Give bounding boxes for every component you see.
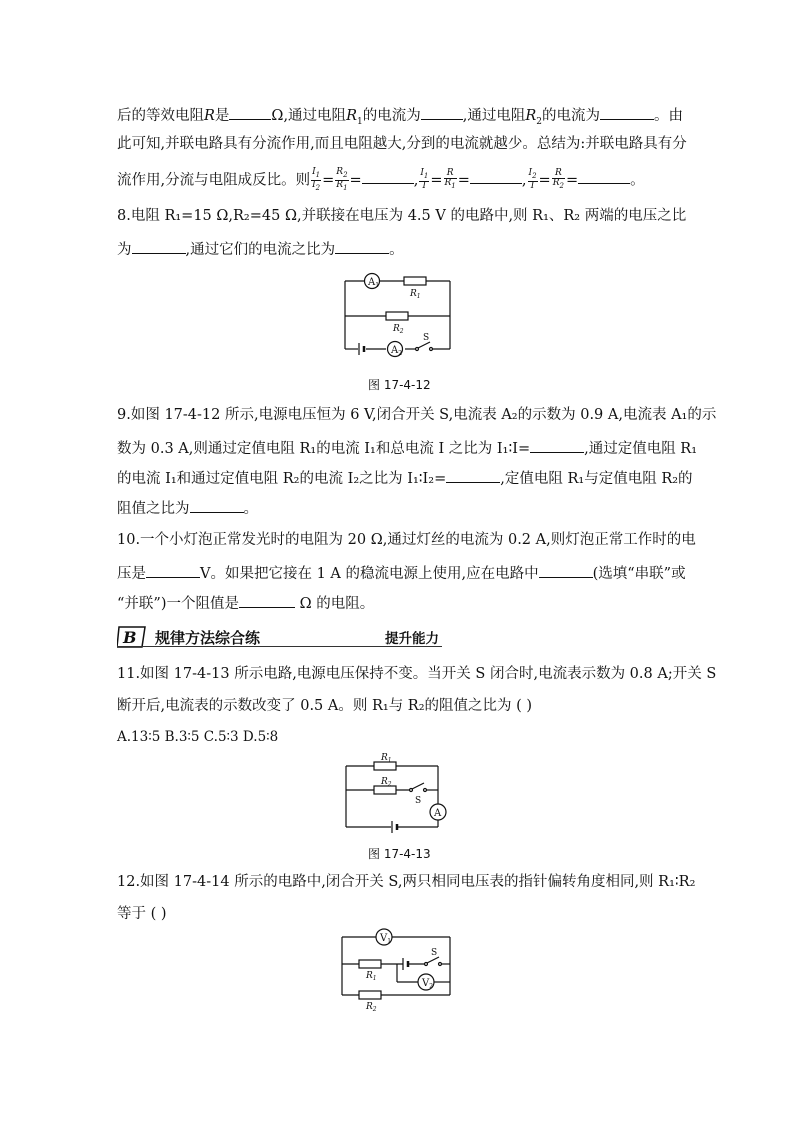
q11-text: 断开后,电流表的示数改变了 0.5 A。则 R₁与 R₂的阻值之比为 ( ) [117,698,533,714]
battery-icon [392,821,397,833]
q7-text: Ω,通过电阻 [271,108,347,124]
q7-text: 是 [214,108,230,124]
r2-sub: 2 [399,328,404,335]
q9-text: ,通过定值电阻 R₁ [584,441,698,457]
q8-line-1 [117,206,686,226]
answer-blank[interactable] [539,562,593,578]
q12-line-2 [117,904,167,924]
ammeter-a1-label: A [368,277,376,288]
q11-options [117,727,278,747]
figure-caption-17-4-12: 图 17-4-12 [368,378,431,392]
q8-line-2 [117,238,404,260]
q10-text: V。如果把它接在 1 A 的稳流电源上使用,应在电路中 [200,566,539,582]
switch-icon [416,342,433,351]
answer-blank[interactable] [530,437,584,453]
answer-blank[interactable] [229,104,271,120]
voltmeter-v2-sub: 2 [429,983,434,990]
section-header [117,626,442,648]
q7-text: 流作用,分流与电阻成反比。则 [117,172,311,189]
r2-label: R [393,324,400,334]
q7-line-3: 流作用,分流与电阻成反比。则 $\frac{I_1}{I_2}$ = $\frac{R_2}{R_1}$ = , $\frac{I_1}{I}$ = $\frac{R}{R_1}$ = , $\frac{I_2}{I}$ = $\frac{R}{R_2}$ = 。 [117,167,645,192]
q9-line-3 [117,467,693,489]
r2-sub: 2 [387,781,392,788]
voltmeter-v2-label: V [422,978,430,989]
q10-text: 10.一个小灯泡正常发光时的电阻为 20 Ω,通过灯丝的电流为 0.2 A,则灯泡正常工作时的电 [117,532,696,548]
switch-icon [410,783,427,792]
r1-sub: 1 [387,757,392,764]
answer-blank[interactable] [446,467,500,483]
q9-text: 9.如图 17-4-12 所示,电源电压恒为 6 V,闭合开关 S,电流表 A₂的示数为 0.9 A,电流表 A₁的示 [117,407,717,423]
ammeter-a2-label: A [391,345,399,356]
q7-text: 此可知,并联电路具有分流作用,而且电阻越大,分到的电流就越少。总结为:并联电路具有分 [117,136,687,152]
q9-text: 。 [243,501,258,517]
q10-line-1 [117,530,696,550]
q8-text: 。 [389,242,404,258]
r2-label: R [366,1002,373,1012]
q9-line-1 [117,405,716,425]
q7-text: 的电流为 [541,108,600,124]
answer-blank[interactable] [470,168,522,184]
svg-text:R2 [392,324,404,335]
q11-options-text: A.13∶5 B.3∶5 C.5∶3 D.5∶8 [117,729,279,745]
q7-line-2 [117,134,687,154]
q10-text: “并联”)一个阻值是 [117,596,239,612]
fraction: $\frac{I_1}{I}$ [420,168,429,192]
q7-line-1: 后的等效电阻R是 Ω,通过电阻$R_1$的电流为 ,通过电阻$R_2$的电流为 。由 [117,104,683,132]
q9-line-4 [117,497,258,519]
answer-blank[interactable] [190,497,244,513]
q9-text: 的电流 I₁和通过定值电阻 R₂的电流 I₂之比为 I₁∶I₂= [117,471,447,487]
q10-text: 压是 [117,566,146,582]
answer-blank[interactable] [421,104,463,120]
r2-label: R [381,777,388,787]
r1-sub: 1 [372,975,377,982]
fraction: $\frac{I_2}{I}$ [528,168,537,192]
q7-text: 的电流为 [362,108,421,124]
ammeter-label: A [434,808,442,819]
voltmeter-v1-label: V [380,933,388,944]
section-badge-icon [117,626,147,648]
q7-text: ,通过电阻 [462,108,526,124]
answer-blank[interactable] [239,592,295,608]
q9-text: 阻值之比为 [117,501,190,517]
q12-text: 12.如图 17-4-14 所示的电路中,闭合开关 S,两只相同电压表的指针偏转角度相同,则 R₁∶R₂ [117,874,696,890]
voltmeter-v1-sub: 1 [387,938,392,945]
circuit-diagram-17-4-14 [335,926,460,1016]
svg-text:R2 [380,777,392,788]
fraction: $\frac{R}{R_1}$ [444,168,456,191]
q7-text: 。 [630,172,645,189]
q8-text: 为 [117,242,132,258]
q9-line-2 [117,437,697,459]
resistor-r2 [359,991,381,999]
r1-label: R [410,289,417,299]
ammeter-a2-sub: 2 [398,350,403,357]
ammeter-a1-sub: 1 [375,282,380,289]
resistor-r1 [359,960,381,968]
q10-line-2 [117,562,686,584]
switch-label: S [423,333,430,343]
svg-text:R1 [409,289,421,300]
switch-label: S [415,796,422,806]
r1-label: R [366,971,373,981]
fraction: $\frac{R}{R_2}$ [552,168,564,191]
resistor-r1 [374,762,396,770]
switch-icon [425,957,442,966]
q10-line-3 [117,592,374,614]
q10-text: (选填“串联”或 [592,566,686,582]
answer-blank[interactable] [578,168,630,184]
q11-line-1 [117,664,716,684]
q7-text: 后的等效电阻 [117,108,204,124]
q9-text: 数为 0.3 A,则通过定值电阻 R₁的电流 I₁和总电流 I 之比为 I₁∶I= [117,441,531,457]
svg-text:R2 [365,1002,377,1013]
q12-text: 等于 ( ) [117,906,167,922]
section-rule [117,646,442,647]
q8-text: ,通过它们的电流之比为 [185,242,336,258]
switch-label: S [431,948,438,958]
q9-text: ,定值电阻 R₁与定值电阻 R₂的 [500,471,693,487]
r1-sub: 1 [416,293,421,300]
answer-blank[interactable] [132,238,186,254]
answer-blank[interactable] [362,168,414,184]
svg-text:R1 [380,753,392,764]
svg-text:R1 [365,971,377,982]
q11-line-2 [117,696,532,716]
section-subtitle: 提升能力 [385,631,439,647]
figure-caption-17-4-13: 图 17-4-13 [368,847,431,861]
circuit-diagram-17-4-13 [338,752,458,834]
q8-text: 8.电阻 R₁=15 Ω,R₂=45 Ω,并联接在电压为 4.5 V 的电路中,则 R₁、R₂ 两端的电压之比 [117,208,687,224]
q10-text: Ω 的电阻。 [294,596,375,612]
section-badge-letter: B [123,628,137,647]
answer-blank[interactable] [600,104,654,120]
circuit-diagram-17-4-12 [330,268,465,360]
answer-blank[interactable] [335,238,389,254]
fraction: $\frac{R_2}{R_1}$ [336,167,348,192]
battery-icon [359,343,364,355]
resistor-r1 [404,277,426,285]
fraction: $\frac{I_1}{I_2}$ [312,167,321,192]
q12-line-1 [117,872,695,892]
q7-text: 。由 [653,108,683,124]
battery-icon [403,958,408,970]
q11-text: 11.如图 17-4-13 所示电路,电源电压保持不变。当开关 S 闭合时,电流表示数为 0.8 A;开关 S [117,666,717,682]
answer-blank[interactable] [146,562,200,578]
resistor-r2 [386,312,408,320]
r2-sub: 2 [372,1006,377,1013]
section-title: 规律方法综合练 [155,629,261,647]
resistor-r2 [374,786,396,794]
r1-label: R [381,753,388,763]
